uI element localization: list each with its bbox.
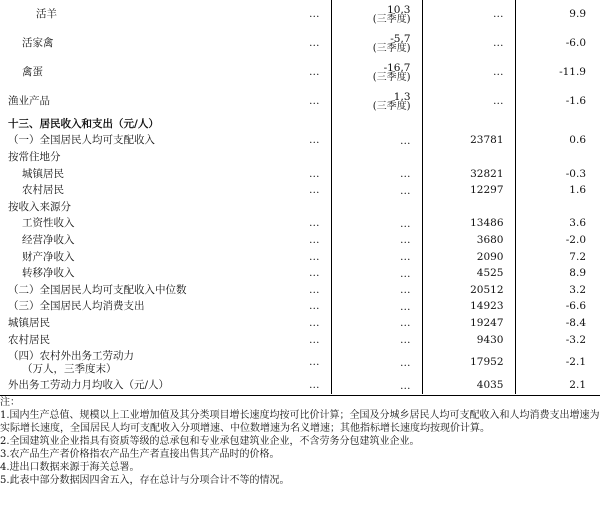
notes-title: 注： [0, 397, 20, 408]
cell-growth: 3.2 [569, 283, 586, 296]
cell-value [422, 199, 515, 216]
cell-col2 [266, 116, 331, 133]
cell-value: … [422, 87, 515, 116]
row-label: 渔业产品 [8, 95, 50, 107]
cell-col2: … [266, 58, 331, 87]
cell-col3: … [331, 182, 422, 199]
cell-col3: … [331, 166, 422, 183]
cell-col3: … [331, 249, 422, 266]
cell-col3: … [331, 299, 422, 316]
cell-growth [515, 149, 605, 166]
note-line-5: 5.此表中部分数据因四舍五入，存在总计与分项合计不等的情况。 [0, 475, 290, 486]
row-label: 按常住地分 [8, 150, 61, 163]
table-row [0, 348, 605, 377]
cell-value: 19247 [422, 315, 515, 332]
cell-col2: … [266, 348, 331, 377]
cell-col2: … [266, 182, 331, 199]
table-row [0, 377, 605, 394]
cell-growth: 9.9 [569, 8, 586, 20]
row-label: 财产净收入 [22, 250, 75, 263]
cell-col2: … [266, 265, 331, 282]
cell-col2: … [266, 299, 331, 316]
cell-col2: … [266, 315, 331, 332]
cell-growth: -6.6 [565, 300, 586, 313]
cell-value: 17952 [422, 348, 515, 377]
table-row [0, 332, 605, 349]
cell-col3 [331, 199, 422, 216]
cell-col3: … [331, 332, 422, 349]
cell-value [422, 149, 515, 166]
cell-value: 20512 [422, 282, 515, 299]
cell-col2: … [266, 249, 331, 266]
cell-growth: 1.6 [569, 184, 586, 197]
cell-value: 3680 [422, 232, 515, 249]
cell-growth: -2.1 [565, 356, 586, 369]
cell-col2 [266, 149, 331, 166]
cell-growth: -2.0 [565, 233, 586, 246]
cell-col2: … [266, 232, 331, 249]
cell-col3: -5.7 (三季度) [331, 29, 422, 58]
cell-col2: … [266, 29, 331, 58]
table-row [0, 282, 605, 299]
row-label: 城镇居民 [22, 167, 64, 180]
note-line-1: 1.国内生产总值、规模以上工业增加值及其分类项目增长速度均按可比价计算；全国及分城乡居民人均可支配收入和人均消费支出增速为实际增长速度，全国居民人均可支配收入分项增速、中位数增速为名义增速；其他指标增长速度均按现价计算。 [0, 410, 600, 434]
cell-col2: … [266, 216, 331, 233]
cell-col3: -16.7 (三季度) [331, 58, 422, 87]
cell-col3: … [331, 232, 422, 249]
cell-col3: … [331, 377, 422, 394]
cell-growth: -6.0 [565, 37, 586, 49]
cell-growth: -0.3 [565, 167, 586, 180]
cell-value: 12297 [422, 182, 515, 199]
cell-growth: -1.6 [565, 95, 586, 107]
table-row [0, 182, 605, 199]
table-row [0, 149, 605, 166]
quarter-note: (三季度) [372, 13, 411, 25]
cell-col2: … [266, 166, 331, 183]
table-row [0, 166, 605, 183]
row-label: 活家禽 [22, 37, 54, 49]
row-label: 农村居民 [8, 333, 50, 346]
row-label: 禽蛋 [22, 66, 43, 78]
cell-col2: … [266, 332, 331, 349]
cell-growth: 0.6 [569, 134, 586, 147]
cell-value: 32821 [422, 166, 515, 183]
cell-value: 4525 [422, 265, 515, 282]
cell-col3 [331, 149, 422, 166]
cell-value: 13486 [422, 216, 515, 233]
table-row [0, 315, 605, 332]
cell-col3: … [331, 265, 422, 282]
cell-growth: 8.9 [569, 267, 586, 280]
cell-growth [515, 116, 605, 133]
row-label: （四）农村外出务工劳动力 （万人，三季度末） [8, 349, 134, 375]
table-row [0, 0, 605, 29]
row-label: 工资性收入 [22, 217, 75, 230]
table-row [0, 87, 605, 116]
notes-section [0, 395, 600, 487]
table-row [0, 58, 605, 87]
cell-growth: 2.1 [569, 379, 586, 392]
cell-col3: … [331, 216, 422, 233]
quarter-note: (三季度) [372, 71, 411, 83]
table-row [0, 133, 605, 150]
cell-growth: -11.9 [559, 66, 586, 78]
table-row [0, 116, 605, 133]
row-label: 城镇居民 [8, 316, 50, 329]
cell-col2: … [266, 377, 331, 394]
cell-value: … [422, 29, 515, 58]
row-label: 经营净收入 [22, 233, 75, 246]
table-row [0, 232, 605, 249]
cell-value: … [422, 58, 515, 87]
cell-growth: 3.6 [569, 217, 586, 230]
cell-value: 2090 [422, 249, 515, 266]
row-label: （三）全国居民人均消费支出 [8, 300, 145, 313]
cell-col3 [331, 116, 422, 133]
note-line-2: 2.全国建筑业企业指具有资质等级的总承包和专业承包建筑业企业，不含劳务分包建筑业企业。 [0, 436, 420, 447]
cell-growth: -8.4 [565, 316, 586, 329]
row-label: （二）全国居民人均可支配收入中位数 [8, 283, 187, 296]
cell-value: 4035 [422, 377, 515, 394]
row-label: 农村居民 [22, 184, 64, 197]
cell-value: 23781 [422, 133, 515, 150]
row-label: 转移净收入 [22, 267, 75, 280]
row-label: 十三、居民收入和支出（元/人） [8, 117, 159, 130]
cell-col2: … [266, 133, 331, 150]
cell-col3: … [331, 282, 422, 299]
quarter-note: (三季度) [372, 100, 411, 112]
row-label: 外出务工劳动力月均收入（元/人） [8, 379, 170, 392]
cell-value: … [422, 0, 515, 29]
cell-col3: 10.3 (三季度) [331, 0, 422, 29]
cell-col2: … [266, 87, 331, 116]
note-line-4: 4.进出口数据来源于海关总署。 [0, 462, 140, 473]
cell-col3: … [331, 315, 422, 332]
row-label: 按收入来源分 [8, 200, 71, 213]
cell-growth [515, 199, 605, 216]
quarter-note: (三季度) [372, 42, 411, 54]
row-label: （一）全国居民人均可支配收入 [8, 134, 155, 147]
table-row [0, 299, 605, 316]
row-label: 活羊 [36, 8, 57, 20]
cell-growth: 7.2 [569, 250, 586, 263]
cell-col3: … [331, 133, 422, 150]
cell-value [422, 116, 515, 133]
cell-growth: -3.2 [565, 333, 586, 346]
cell-col3: 1.3 (三季度) [331, 87, 422, 116]
table-row [0, 249, 605, 266]
cell-col2: … [266, 282, 331, 299]
cell-value: 9430 [422, 332, 515, 349]
table-row [0, 199, 605, 216]
table-row [0, 265, 605, 282]
cell-col2 [266, 199, 331, 216]
note-line-3: 3.农产品生产者价格指农产品生产者直接出售其产品时的价格。 [0, 449, 280, 460]
cell-col3: … [331, 348, 422, 377]
table-row [0, 29, 605, 58]
cell-value: 14923 [422, 299, 515, 316]
cell-col2: … [266, 0, 331, 29]
table-row [0, 216, 605, 233]
